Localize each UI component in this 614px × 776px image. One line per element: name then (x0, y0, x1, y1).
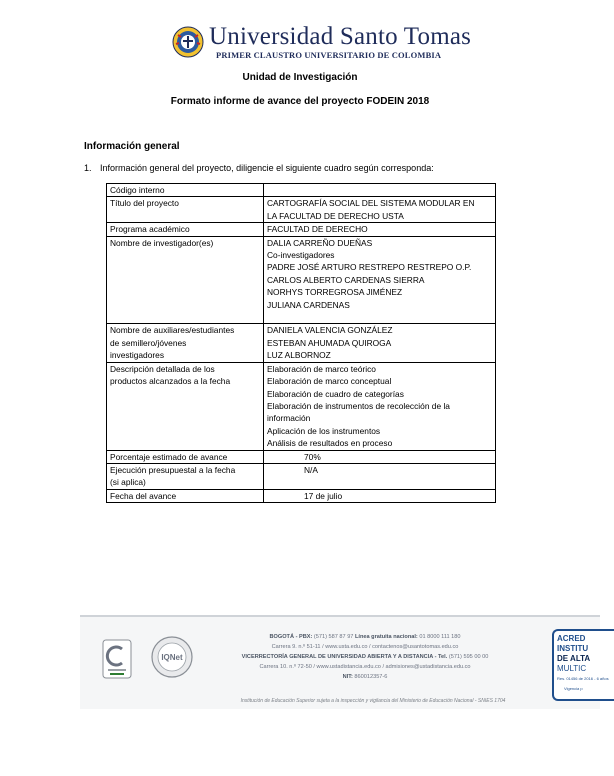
row-value-cell (264, 489, 496, 502)
row-label-cell (107, 463, 264, 489)
row-value: 70% (304, 451, 321, 462)
table-row (107, 362, 496, 450)
row-label-cell (107, 324, 264, 362)
row-label: Título del proyecto (110, 198, 179, 209)
row-value: información (267, 413, 311, 424)
accreditation-vigencia: Vigencia p (564, 686, 583, 691)
footer-toll-free-label: Línea gratuita nacional: (354, 634, 418, 640)
row-value: JULIANA CARDENAS (267, 299, 350, 310)
section-title: Información general (84, 141, 180, 152)
row-value-cell (264, 184, 496, 197)
footer-legal-text: Institución de Educación Superior sujeta a la inspección y vigilancia del Ministerio de Educación Nacional - SNIES 1704 (240, 698, 506, 704)
row-value: DANIELA VALENCIA GONZÁLEZ (267, 325, 393, 336)
table-row (107, 463, 496, 489)
footer-contact-info (195, 632, 535, 682)
row-label: Fecha del avance (110, 490, 177, 501)
row-value: Elaboración de cuadro de categorías (267, 388, 404, 399)
row-value: ESTEBAN AHUMADA QUIROGA (267, 337, 392, 348)
row-label-cell (107, 223, 264, 236)
footer-address-1: Carrera 9. n.º 51-11 / www.usta.edu.co / contactenos@usantotomas.edu.co (271, 644, 459, 650)
accreditation-badge (552, 629, 614, 701)
table-row (107, 489, 496, 502)
row-value: 17 de julio (304, 490, 343, 501)
row-label-cell (107, 197, 264, 223)
university-name: Universidad Santo Tomas (209, 23, 472, 50)
row-value: Elaboración de marco conceptual (267, 376, 392, 387)
table-row (107, 197, 496, 223)
accreditation-line: INSTITU (557, 644, 589, 653)
row-value: CARLOS ALBERTO CARDENAS SIERRA (267, 274, 425, 285)
table-row (107, 184, 496, 197)
row-value: Elaboración de marco teórico (267, 363, 376, 374)
list-item (84, 163, 434, 173)
row-label: Descripción detallada de los (110, 363, 215, 374)
list-item-text: Información general del proyecto, diligencie el siguiente cuadro según corresponda: (100, 163, 434, 173)
row-value-cell (264, 450, 496, 463)
table-row (107, 324, 496, 362)
footer-phone-2: (571) 595 00 00 (448, 654, 489, 660)
accreditation-resolution: Res. 01456 de 2016 - 6 años (557, 676, 609, 681)
row-value-cell (264, 362, 496, 450)
row-value: PADRE JOSÉ ARTURO RESTREPO RESTREPO O.P. (267, 262, 472, 273)
row-label: Código interno (110, 185, 165, 195)
row-value: LUZ ALBORNOZ (267, 350, 331, 361)
footer-vice-rectory: VICERRECTORÍA GENERAL DE UNIVERSIDAD ABIERTA Y A DISTANCIA - Tel. (241, 654, 448, 660)
table-row (107, 450, 496, 463)
row-label: Nombre de auxiliares/estudiantes (110, 325, 235, 336)
report-title: Formato informe de avance del proyecto FODEIN 2018 (170, 96, 430, 107)
row-value (267, 184, 492, 196)
row-label-cell (107, 450, 264, 463)
footer-nit-label: NIT: (342, 674, 353, 680)
footer-address-2: Carrera 10. n.º 72-50 / www.ustadistancia.edu.co / admisiones@ustadistancia.edu.co (259, 664, 471, 670)
row-value: LA FACULTAD DE DERECHO USTA (267, 210, 404, 221)
row-value: Aplicación de los instrumentos (267, 425, 381, 436)
document-header (0, 0, 600, 70)
iqnet-label: IQNet (161, 653, 183, 662)
row-value-cell (264, 236, 496, 324)
row-value-cell (264, 324, 496, 362)
row-value: NORHYS TORREGROSA JIMÉNEZ (267, 287, 403, 298)
row-value-cell (264, 197, 496, 223)
row-value: DALIA CARREÑO DUEÑAS (267, 237, 373, 248)
row-value: FACULTAD DE DERECHO (267, 224, 368, 235)
footer-toll-free: 01 8000 111 180 (419, 634, 461, 640)
row-value: Co-investigadores (267, 250, 335, 261)
row-value: N/A (304, 464, 318, 475)
page-footer (80, 617, 609, 709)
accreditation-line: ACRED (557, 634, 586, 643)
table-row (107, 223, 496, 236)
footer-bogota-label: BOGOTÁ - PBX: (269, 634, 313, 640)
row-value: Elaboración de instrumentos de recolección de la (267, 400, 450, 411)
table-row (107, 236, 496, 324)
university-subtitle: PRIMER CLAUSTRO UNIVERSITARIO DE COLOMBIA (216, 50, 442, 60)
row-value: CARTOGRAFÍA SOCIAL DEL SISTEMA MODULAR EN (267, 198, 475, 209)
row-label-cell (107, 362, 264, 450)
row-label: (si aplica) (110, 477, 146, 488)
row-label: Programa académico (110, 224, 190, 235)
row-label: productos alcanzados a la fecha (110, 376, 231, 387)
footer-phone: (571) 587 87 97 (313, 634, 354, 640)
icontec-certification-icon (102, 639, 132, 679)
row-value-cell (264, 223, 496, 236)
footer-nit: 860012357-6 (354, 674, 388, 680)
row-label-cell (107, 184, 264, 197)
unit-title: Unidad de Investigación (242, 72, 358, 83)
list-item-number: 1. (84, 163, 92, 173)
row-value-cell (264, 463, 496, 489)
row-label: Nombre de investigador(es) (110, 237, 214, 248)
row-label: Ejecución presupuestal a la fecha (110, 464, 236, 475)
row-label: investigadores (110, 350, 165, 361)
row-label-cell (107, 236, 264, 324)
accreditation-line: MULTIC (557, 664, 587, 673)
project-info-table (106, 183, 496, 503)
row-value: Análisis de resultados en proceso (267, 438, 393, 449)
row-value (267, 311, 492, 323)
university-seal-icon (172, 26, 204, 58)
iqnet-seal-icon (150, 635, 194, 679)
accreditation-line: DE ALTA (557, 654, 591, 663)
row-label: de semillero/jóvenes (110, 337, 187, 348)
row-label-cell (107, 489, 264, 502)
row-label: Porcentaje estimado de avance (110, 451, 228, 462)
